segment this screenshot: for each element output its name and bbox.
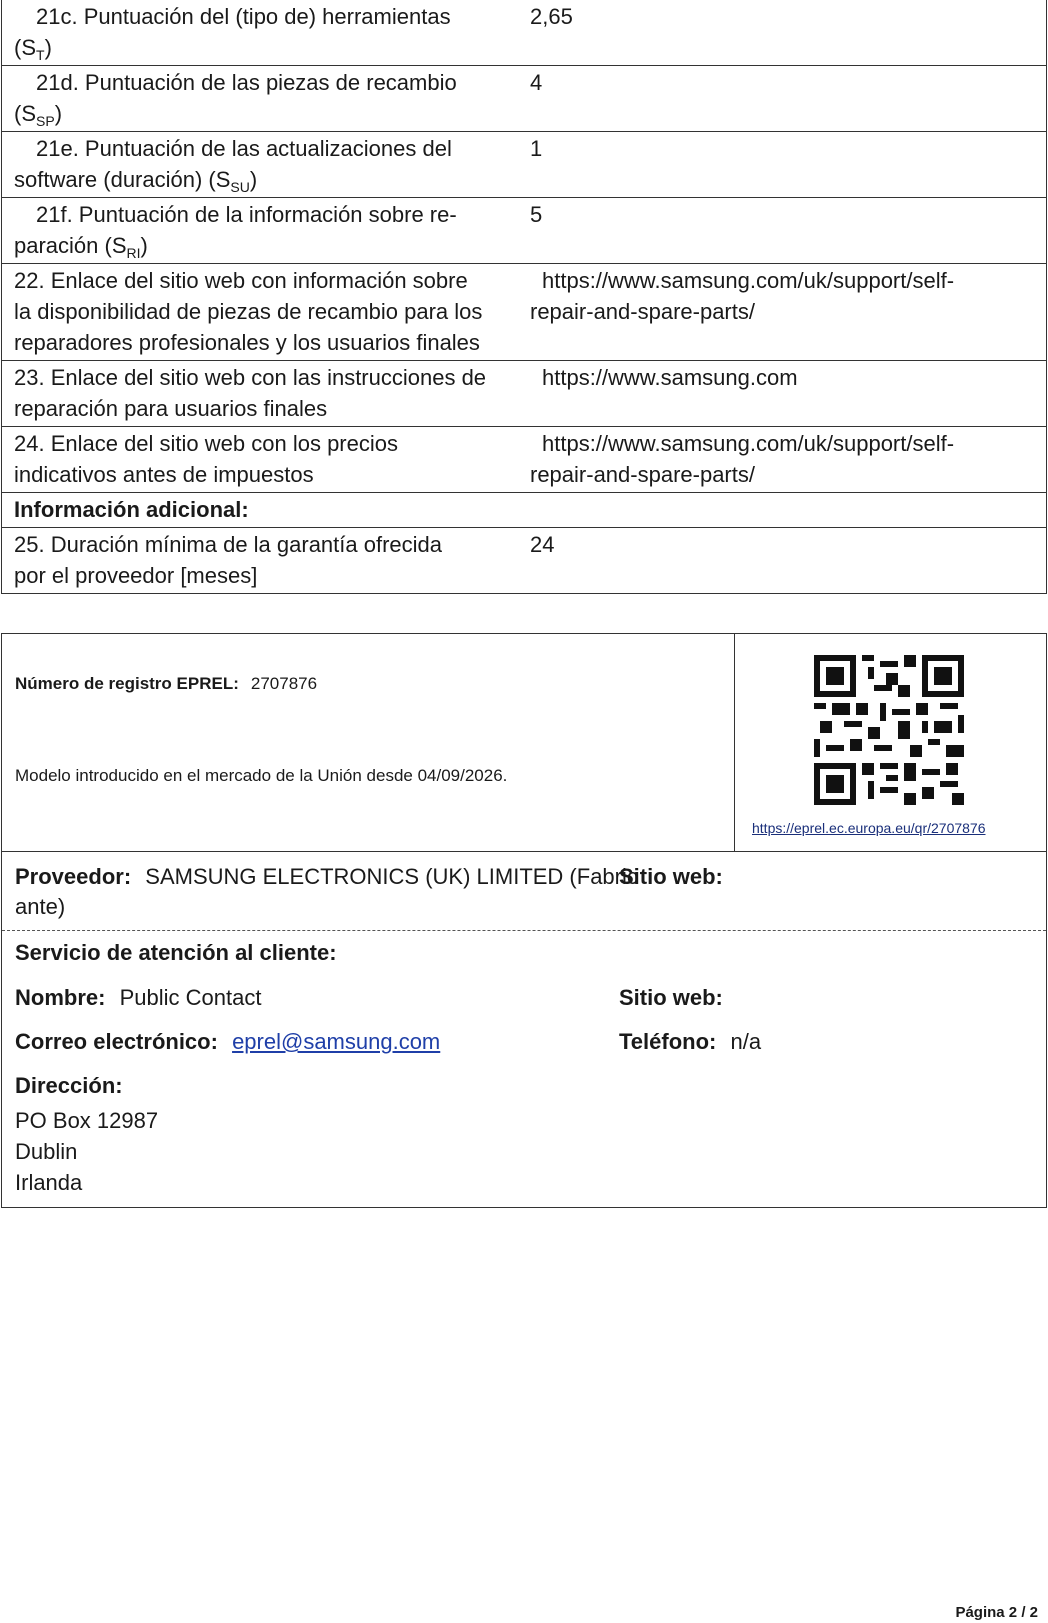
address-label: Dirección: bbox=[15, 1073, 123, 1098]
email-link[interactable]: eprel@samsung.com bbox=[232, 1029, 441, 1054]
qr-link[interactable]: https://eprel.ec.europa.eu/qr/2707876 bbox=[752, 820, 986, 836]
eprel-info bbox=[2, 634, 735, 851]
eprel-registration: Número de registro EPREL: 2707876 bbox=[15, 674, 318, 693]
page-number: Página 2 / 2 bbox=[955, 1604, 1038, 1621]
qr-code-icon[interactable] bbox=[814, 655, 964, 805]
row-value: 4 bbox=[516, 66, 1047, 132]
supplier-line bbox=[15, 864, 638, 890]
contact-name: Nombre: Public Contact bbox=[15, 985, 262, 1010]
table-row bbox=[2, 66, 1047, 132]
table-row bbox=[2, 427, 1047, 493]
proveedor-label: Proveedor: bbox=[15, 864, 132, 889]
row-label: 21c. Puntuación del (tipo de) herramientas $(S_T)$ bbox=[2, 0, 517, 66]
address-line: Dublin bbox=[15, 1139, 78, 1164]
table-row bbox=[2, 132, 1047, 198]
row-label: 22. Enlace del sitio web con información sobre la disponibilidad de piezas de recambio para los reparadores profesionales y los usuarios finales bbox=[2, 264, 517, 361]
proveedor-value-cont: ante) bbox=[15, 894, 66, 919]
address-block bbox=[15, 1105, 158, 1198]
row-link-value[interactable]: https://www.samsung.com/uk/support/self- repair-and-spare-parts/ bbox=[516, 264, 1047, 361]
table-row bbox=[2, 264, 1047, 361]
contact-phone: Teléfono: n/a bbox=[619, 1029, 762, 1054]
row-value: 5 bbox=[516, 198, 1047, 264]
row-label: 23. Enlace del sitio web con las instrucciones de reparación para usuarios finales bbox=[2, 361, 517, 427]
service-website-label: Sitio web: bbox=[619, 985, 723, 1010]
table-row bbox=[2, 528, 1047, 594]
model-date-text: Modelo introducido en el mercado de la Unión desde 04/09/2026. bbox=[15, 766, 508, 785]
service-heading: Servicio de atención al cliente: bbox=[15, 940, 337, 965]
table-row bbox=[2, 198, 1047, 264]
row-label: 25. Duración mínima de la garantía ofrecida por el proveedor [meses] bbox=[2, 528, 517, 594]
row-label: 21e. Puntuación de las actualizaciones del software (duración) $(S_{SU})$ bbox=[2, 132, 517, 198]
spec-table bbox=[1, 0, 1047, 594]
address-line: PO Box 12987 bbox=[15, 1108, 159, 1133]
row-value: 24 bbox=[516, 528, 1047, 594]
dashed-divider bbox=[2, 930, 1046, 931]
row-label: 21f. Puntuación de la información sobre re- paración $(S_{RI})$ bbox=[2, 198, 517, 264]
supplier-website-label: Sitio web: bbox=[619, 864, 723, 889]
address-line: Irlanda bbox=[15, 1170, 83, 1195]
contact-email: Correo electrónico: eprel@samsung.com bbox=[15, 1029, 441, 1054]
section-heading: Información adicional: bbox=[2, 493, 1047, 528]
row-label: 24. Enlace del sitio web con los precios indicativos antes de impuestos bbox=[2, 427, 517, 493]
row-value: 2,65 bbox=[516, 0, 1047, 66]
table-row bbox=[2, 361, 1047, 427]
proveedor-value: SAMSUNG ELECTRONICS (UK) LIMITED (Fabric bbox=[145, 864, 638, 889]
table-row bbox=[2, 493, 1047, 528]
row-value: 1 bbox=[516, 132, 1047, 198]
row-label: 21d. Puntuación de las piezas de recambio $(S_{SP})$ bbox=[2, 66, 517, 132]
row-link-value[interactable]: https://www.samsung.com bbox=[516, 361, 1047, 427]
table-row bbox=[2, 0, 1047, 66]
row-link-value[interactable]: https://www.samsung.com/uk/support/self- repair-and-spare-parts/ bbox=[516, 427, 1047, 493]
